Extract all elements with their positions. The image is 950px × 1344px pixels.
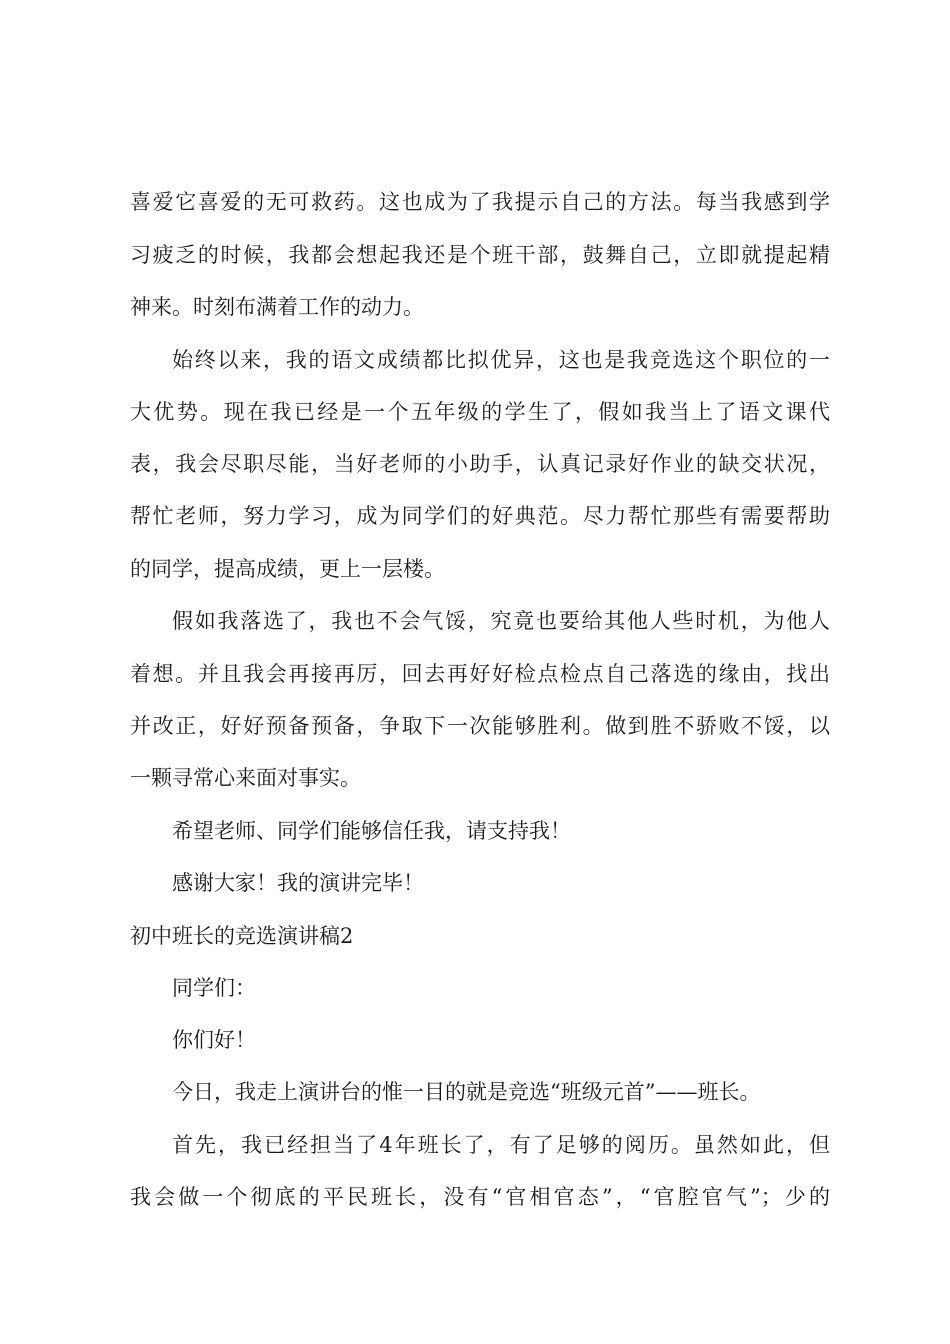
paragraph-line: 首先，我已经担当了4年班长了，有了足够的阅历。虽然如此，但	[172, 1133, 830, 1157]
paragraph-line: 始终以来，我的语文成绩都比拟优异，这也是我竞选这个职位的一	[172, 348, 830, 372]
paragraph-line: 大优势。现在我已经是一个五年级的学生了，假如我当上了语文课代	[130, 400, 830, 424]
paragraph-line: 今日，我走上演讲台的惟一目的就是竞选“班级元首”——班长。	[172, 1080, 761, 1104]
paragraph-line: 我会做一个彻底的平民班长，没有“官相官态”，“官腔官气”；少的	[130, 1185, 830, 1209]
paragraph-line: 并改正，好好预备预备，争取下一次能够胜利。做到胜不骄败不馁，以	[130, 714, 830, 738]
paragraph-line: 的同学，提高成绩，更上一层楼。	[130, 557, 445, 581]
paragraph-line: 神来。时刻布满着工作的动力。	[130, 295, 424, 319]
paragraph-line: 表，我会尽职尽能，当好老师的小助手，认真记录好作业的缺交状况，	[130, 452, 830, 476]
paragraph-line: 你们好！	[172, 1028, 256, 1052]
paragraph-line: 习疲乏的时候，我都会想起我还是个班干部，鼓舞自己，立即就提起精	[130, 243, 830, 267]
paragraph-line: 同学们：	[172, 976, 256, 1000]
paragraph-line: 假如我落选了，我也不会气馁，究竟也要给其他人些时机，为他人	[172, 609, 830, 633]
paragraph-line: 希望老师、同学们能够信任我，请支持我！	[172, 819, 571, 843]
paragraph-line: 感谢大家！我的演讲完毕！	[172, 871, 424, 895]
paragraph-line: 喜爱它喜爱的无可救药。这也成为了我提示自己的方法。每当我感到学	[130, 190, 830, 214]
paragraph-line: 着想。并且我会再接再厉，回去再好好检点检点自己落选的缘由，找出	[130, 662, 830, 686]
paragraph-line: 帮忙老师，努力学习，成为同学们的好典范。尽力帮忙那些有需要帮助	[130, 504, 830, 528]
section-heading: 初中班长的竞选演讲稿2	[130, 924, 354, 948]
paragraph-line: 一颗寻常心来面对事实。	[130, 766, 361, 790]
